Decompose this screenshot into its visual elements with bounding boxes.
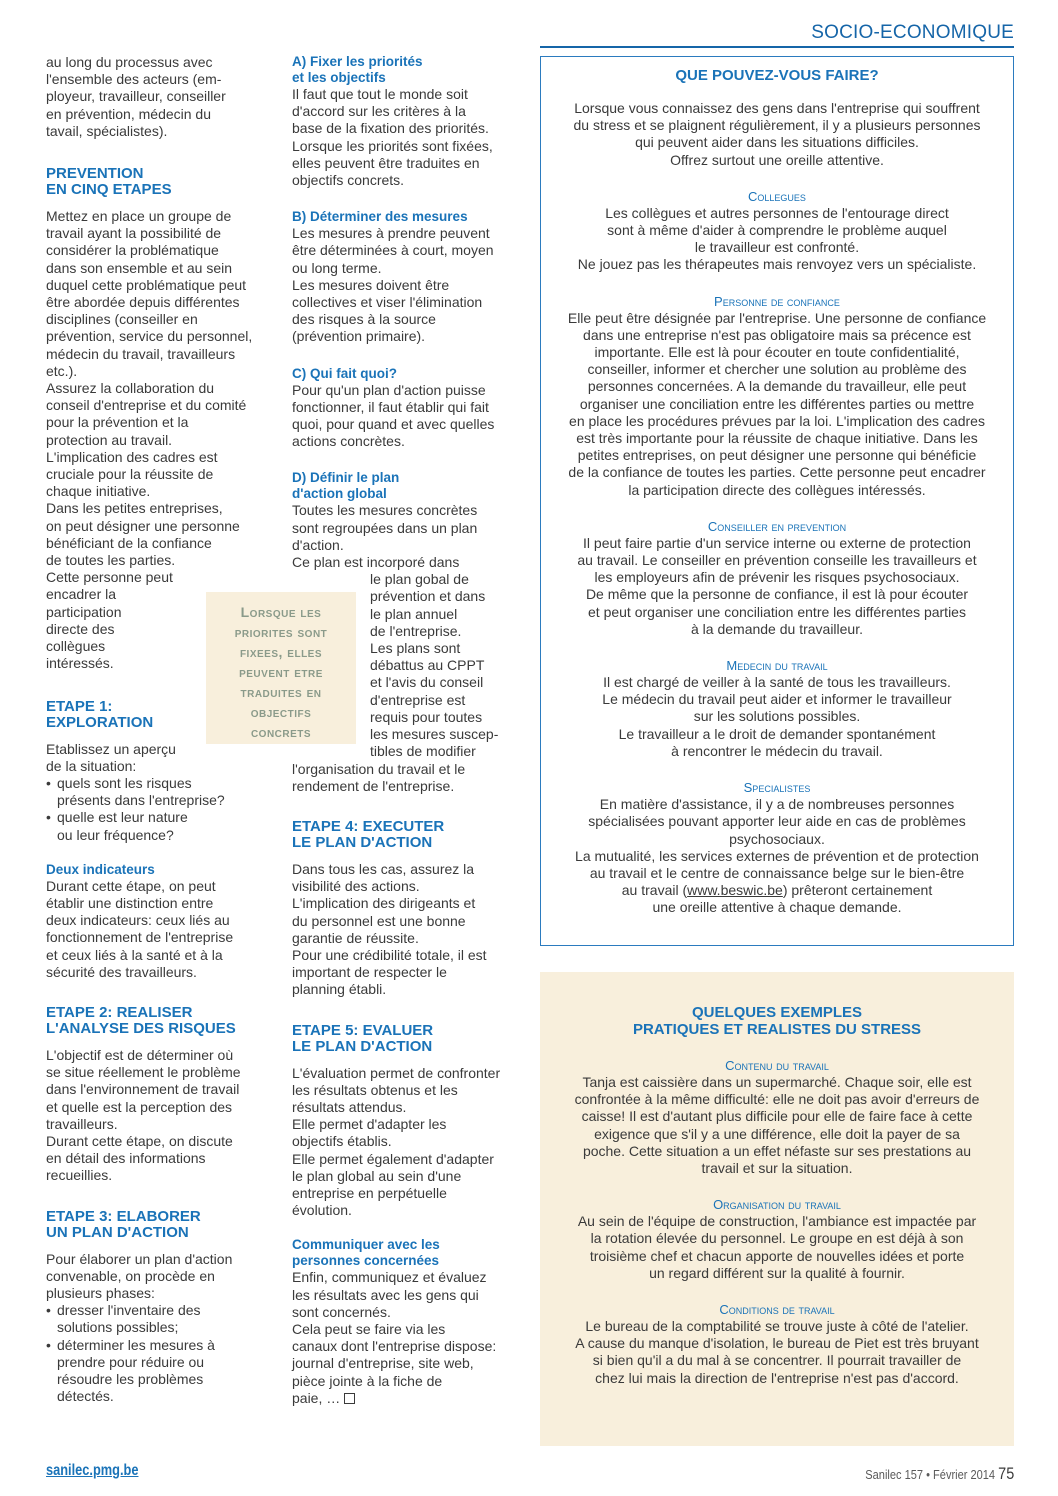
end-square-icon bbox=[344, 1393, 355, 1404]
box-title: QUE POUVEZ-VOUS FAIRE? bbox=[675, 67, 879, 84]
heading-a: A) Fixer les priorités et les objectifs bbox=[292, 54, 423, 85]
paragraph-etape-1: Etablissez un aperçu de la situation: bbox=[46, 740, 176, 774]
box-que-pouvez-vous-faire bbox=[540, 56, 1014, 946]
text-conseiller-prevention: Il peut faire partie d'un service interne ou externe de protection au travail. Le conseiller en prévention conseille les travailleurs et les employeurs afin de prévenir les risques psychosociaux. De même que la personne de confiance, il est là pour écouter et peut organiser une conciliation entre les différentes parties à la demande du travailleur. bbox=[577, 534, 977, 637]
text-conditions-de-travail: Le bureau de la comptabilité se trouve juste à côté de l'atelier. A cause du manque d'isolation, le bureau de Piet est très bruyant si bien qu'il a du mal à se concentrer. Il pourrait travailler de chez lui mais la direction de l'entreprise n'est pas d'accord. bbox=[575, 1318, 979, 1386]
paragraph-etape-4: Dans tous les cas, assurez la visibilité des actions. L'implication des dirigeants et du personnel est une bonne garantie de réussite. Pour une crédibilité totale, il est important de respecter le planning établi. bbox=[292, 860, 487, 998]
paragraph-indicateurs: Durant cette étape, on peut établir une distinction entre deux indicateurs: ceux liés au fonctionnement de l'entreprise et ceux liés à la santé et à la sécurité des travailleurs. bbox=[46, 877, 234, 980]
footer-issue bbox=[865, 1464, 1014, 1484]
intro-paragraph: au long du processus avec l'ensemble des acteurs (em- ployeur, travailleur, conseiller en prévention, médecin du tavail, spécialistes). bbox=[46, 54, 226, 139]
heading-etape-4: ETAPE 4: EXECUTER LE PLAN D'ACTION bbox=[292, 817, 445, 851]
paragraph-etape-3: Pour élaborer un plan d'action convenable, on procède en plusieurs phases: bbox=[46, 1250, 233, 1301]
paragraph-d-wrapped: le plan gobal de prévention et dans le plan annuel de l'entreprise. Les plans sont débattus au CPPT et l'avis du conseil d'entreprise est requis pour toutes les mesures suscep- tibles de modifier bbox=[370, 571, 499, 760]
subheading-medecin-du-travail: Medecin du travail bbox=[726, 658, 828, 674]
subheading-conditions-de-travail: Conditions de travail bbox=[719, 1302, 835, 1318]
issue-label: Sanilec 157 • Février 2014 bbox=[865, 1467, 995, 1482]
paragraph-prevention: Mettez en place un groupe de travail ayant la possibilité de considérer la problématique dans son ensemble et au sein duquel cette problématique peut être abordée depuis différentes disciplines (conseiller en prévention, service du personnel, médecin du travail, travailleurs etc.). Assurez la collaboration du conseil d'entreprise et du comité pour la prévention et la protection au travail. L'implication des cadres est cruciale pour la réussite de chaque initiative. Dans les petites entreprises, on peut désigner une personne bénéficiant de la confiance de toutes les parties. Cette personne peut encadrer la participation directe des collègues intéressés. bbox=[46, 208, 253, 672]
paragraph-etape-2: L'objectif est de déterminer où se situe réellement le problème dans l'environnement de travail et quelle est la perception des travailleurs. Durant cette étape, on discute en détail des informations recueillies. bbox=[46, 1046, 241, 1184]
bullet-list-etape-3 bbox=[46, 1302, 266, 1405]
paragraph-communiquer-wrap bbox=[292, 1269, 524, 1407]
subheading-specialistes: Specialistes bbox=[743, 780, 811, 796]
subheading-collegues: Collegues bbox=[748, 188, 806, 204]
paragraph-d-end: l'organisation du travail et le rendement de l'entreprise. bbox=[292, 760, 466, 794]
subheading-personne-de-confiance: Personne de confiance bbox=[714, 293, 840, 309]
pull-quote-text: Lorsque les priorites sont fixees, elles peuvent etre traduites en objectifs concrets bbox=[234, 604, 328, 740]
beswic-link[interactable]: www.beswic.be bbox=[687, 882, 783, 899]
box-title: QUELQUES EXEMPLES PRATIQUES ET REALISTES DU STRESS bbox=[632, 1004, 922, 1038]
heading-etape-5: ETAPE 5: EVALUER LE PLAN D'ACTION bbox=[292, 1021, 434, 1055]
heading-prevention: PREVENTION EN CINQ ETAPES bbox=[46, 165, 172, 199]
heading-communiquer: Communiquer avec les personnes concernées bbox=[292, 1237, 440, 1269]
page-number: 75 bbox=[997, 1464, 1014, 1483]
heading-c: C) Qui fait quoi? bbox=[292, 365, 397, 381]
subheading-organisation-du-travail: Organisation du travail bbox=[713, 1197, 841, 1213]
heading-d: D) Définir le plan d'action global bbox=[292, 470, 400, 502]
list-item: • dresser l'inventaire des solutions possibles; bbox=[46, 1302, 266, 1336]
text-organisation-du-travail: Au sein de l'équipe de construction, l'ambiance est impactée par la rotation élevée du personnel. Le groupe en est déjà à son troisième chef et chacun apporte de nouvelles idées et porte un regard différent sur la qualité à fournir. bbox=[577, 1213, 977, 1281]
subheading-contenu-du-travail: Contenu du travail bbox=[725, 1058, 829, 1073]
text-personne-de-confiance: Elle peut être désignée par l'entreprise. Une personne de confiance dans une entreprise n'est pas obligatoire mais sa précence est importante. Elle est là pour écouter en toute confidentialité, conseiller, informer et chercher une solution au problème des personnes concernées. A la demande du travailleur, elle peut organiser une conciliation entre les différentes parties ou mettre en place les procédures prévues par la loi. L'implication des cadres est très importante pour la réussite de chaque initiative. Dans les petites entreprises, on peut désigner une personne qui bénéficie de la confiance de toutes les parties. Cette personne peut encadrer la participation directe des collègues intéressés. bbox=[567, 309, 987, 498]
text-specialistes-part-a: En matière d'assistance, il y a de nombreuses personnes spécialisées pouvant apporter leur aide en cas de problèmes psychosociaux. La mutualité, les services externes de prévention et de protection au travail et le centre de connaissance belge sur le bien-être au travail ( bbox=[575, 796, 979, 899]
text-specialistes-part-b: ) prêteront certainement une oreille attentive à chaque demande. bbox=[652, 882, 933, 916]
subheading-conseiller-prevention: Conseiller en prevention bbox=[707, 518, 847, 534]
heading-etape-3: ETAPE 3: ELABORER UN PLAN D'ACTION bbox=[46, 1207, 201, 1241]
website-link[interactable]: sanilec.pmg.be bbox=[46, 1462, 139, 1479]
heading-etape-2: ETAPE 2: REALISER L'ANALYSE DES RISQUES bbox=[46, 1003, 236, 1037]
text-specialistes bbox=[545, 796, 1009, 916]
section-rule bbox=[540, 46, 1014, 48]
column-2 bbox=[292, 54, 524, 1407]
heading-indicateurs: Deux indicateurs bbox=[46, 861, 155, 877]
paragraph-communiquer: Enfin, communiquez et évaluez les résultats avec les gens qui sont concernés. Cela peut se faire via les canaux dont l'entreprise dispose: journal d'entreprise, site web, pièce jointe à la fiche de paie, … bbox=[292, 1269, 497, 1406]
paragraph-d: Toutes les mesures concrètes sont regroupées dans un plan d'action. Ce plan est incorporé dans bbox=[292, 502, 478, 571]
paragraph-a: Il faut que tout le monde soit d'accord sur les critères à la base de la fixation des priorités. Lorsque les priorités sont fixées, elles peuvent être traduites en objectifs concrets. bbox=[292, 86, 493, 189]
list-item: • déterminer les mesures à prendre pour réduire ou résoudre les problèmes détectés. bbox=[46, 1337, 266, 1406]
text-medecin-du-travail: Il est chargé de veiller à la santé de tous les travailleurs. Le médecin du travail peut aider et informer le travailleur sur les solutions possibles. Le travailleur a le droit de demander spontanément à rencontrer le médecin du travail. bbox=[602, 674, 952, 759]
bullet-list-etape-1 bbox=[46, 775, 266, 844]
section-label: SOCIO-ECONOMIQUE bbox=[811, 22, 1014, 43]
text-collegues: Les collègues et autres personnes de l'entourage direct sont à même d'aider à comprendre le problème auquel le travailleur est confronté. Ne jouez pas les thérapeutes mais renvoyez vers un spécialiste. bbox=[577, 204, 977, 273]
paragraph-b: Les mesures à prendre peuvent être déterminées à court, moyen ou long terme. Les mesures doivent être collectives et viser l'élimination des risques à la source (prévention primaire). bbox=[292, 225, 494, 345]
heading-etape-1: ETAPE 1: EXPLORATION bbox=[46, 697, 154, 731]
list-item: • quels sont les risques présents dans l'entreprise? bbox=[46, 775, 266, 809]
box-exemples-stress bbox=[540, 972, 1014, 1446]
paragraph-c: Pour qu'un plan d'action puisse fonctionner, il faut établir qui fait quoi, pour quand et avec quelles actions concrètes. bbox=[292, 381, 495, 450]
heading-b: B) Déterminer des mesures bbox=[292, 209, 468, 225]
list-item: • quelle est leur nature ou leur fréquence? bbox=[46, 809, 266, 843]
text-contenu-du-travail: Tanja est caissière dans un supermarché. Chaque soir, elle est confrontée à la même difficulté: elle ne doit pas avoir d'erreurs de caisse! Il est d'autant plus difficile pour elle de faire face à cette exigence que s'il y a une différence, elle doit la payer de sa poche. Cette situation a un effet néfaste sur ses prestations au travail et sur la situation. bbox=[574, 1074, 980, 1177]
box-intro: Lorsque vous connaissez des gens dans l'entreprise qui souffrent du stress et se plaignent régulièrement, il y a plusieurs personnes qui peuvent aider dans les situations difficiles. Offrez surtout une oreille attentive. bbox=[573, 100, 981, 168]
paragraph-etape-5: L'évaluation permet de confronter les résultats obtenus et les résultats attendus. Elle permet d'adapter les objectifs établis. Elle permet également d'adapter le plan global au sein d'une entreprise en perpétuelle évolution. bbox=[292, 1064, 501, 1219]
